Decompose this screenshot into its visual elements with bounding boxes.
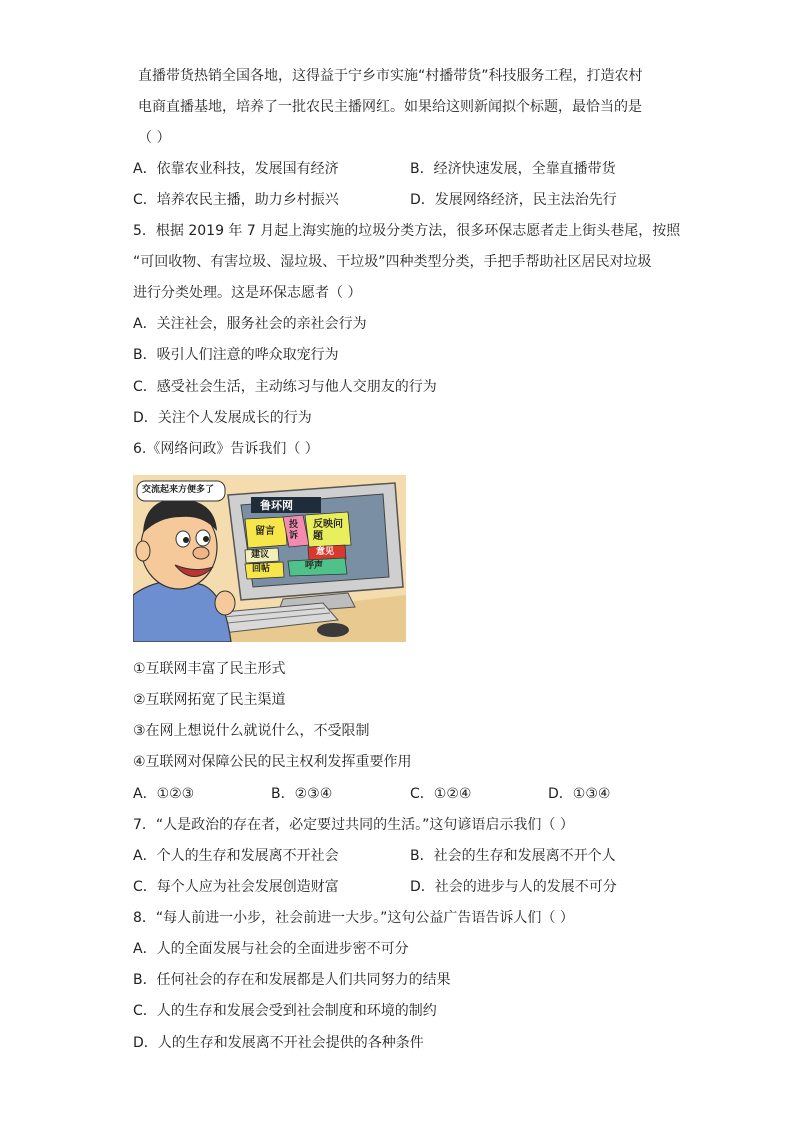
q4-option-c: C．培养农民主播，助力乡村振兴	[133, 192, 339, 208]
q6-stem: 6.《网络问政》告诉我们（ ）	[133, 441, 319, 457]
tag-huitie: 回帖	[252, 564, 271, 574]
q5-option-c: C．感受社会生活，主动练习与他人交朋友的行为	[133, 379, 437, 395]
q4-stem-line-2: 电商直播基地，培养了一批农民主播网红。如果给这则新闻拟个标题，最恰当的是	[138, 99, 642, 115]
tag-husheng: 呼声	[305, 561, 324, 571]
q8-option-b: B．任何社会的存在和发展都是人们共同努力的结果	[133, 972, 451, 988]
q5-stem-line-2: “可回收物、有害垃圾、湿垃圾、干垃圾”四种类型分类，手把手帮助社区居民对垃圾	[133, 254, 652, 270]
q7-option-d: D．社会的进步与人的发展不可分	[410, 879, 617, 895]
q5-option-a: A．关注社会，服务社会的亲社会行为	[133, 316, 367, 332]
tag-yijian: 意见	[316, 547, 335, 557]
speech-bubble-text: 交流起来方便多了	[142, 485, 215, 495]
q4-option-b: B．经济快速发展，全靠直播带货	[410, 161, 616, 177]
q5-stem-line-1: 5．根据 2019 年 7 月起上海实施的垃圾分类方法，很多环保志愿者走上街头巷尾，按照	[133, 223, 681, 239]
q6-option-a: A．①②③	[133, 786, 195, 802]
q8-stem: 8．“每人前进一小步，社会前进一大步。”这句公益广告语告诉人们（ ）	[133, 910, 574, 926]
q6-option-b: B．②③④	[271, 786, 333, 802]
q6-statement-3: ③在网上想说什么就说什么，不受限制	[133, 723, 370, 739]
website-name: 鲁环网	[260, 499, 293, 512]
tag-liuyan: 留言	[255, 526, 275, 537]
q7-option-b: B．社会的生存和发展离不开个人	[410, 848, 616, 864]
cartoon-illustration	[133, 475, 406, 642]
q8-option-c: C．人的生存和发展会受到社会制度和环境的制约	[133, 1003, 437, 1019]
q8-option-d: D．人的生存和发展离不开社会提供的各种条件	[133, 1035, 424, 1051]
q5-option-d: D．关注个人发展成长的行为	[133, 410, 312, 426]
q6-statement-1: ①互联网丰富了民主形式	[133, 661, 286, 677]
q7-stem: 7．“人是政治的存在者，必定要过共同的生活。”这句谚语启示我们（ ）	[133, 817, 574, 833]
q6-option-c: C．①②④	[410, 786, 472, 802]
q5-option-b: B．吸引人们注意的哗众取宠行为	[133, 347, 339, 363]
q4-stem-line-1: 直播带货热销全国各地，这得益于宁乡市实施“村播带货”科技服务工程，打造农村	[138, 68, 643, 84]
tag-jianyi: 建议	[251, 550, 270, 560]
q6-option-d: D．①③④	[548, 786, 611, 802]
q5-stem-line-3: 进行分类处理。这是环保志愿者（ ）	[133, 285, 362, 301]
q4-option-d: D．发展网络经济，民主法治先行	[410, 192, 617, 208]
q7-option-a: A．个人的生存和发展离不开社会	[133, 848, 339, 864]
tag-tousu: 投诉	[289, 520, 299, 541]
tag-fanying: 反映问题	[313, 519, 343, 542]
q6-statement-4: ④互联网对保障公民的民主权利发挥重要作用	[133, 754, 412, 770]
q6-statement-2: ②互联网拓宽了民主渠道	[133, 692, 286, 708]
q4-option-a: A．依靠农业科技，发展国有经济	[133, 161, 339, 177]
q7-option-c: C．每个人应为社会发展创造财富	[133, 879, 339, 895]
q8-option-a: A．人的全面发展与社会的全面进步密不可分	[133, 941, 409, 957]
q4-answer-paren: （ ）	[138, 130, 171, 146]
